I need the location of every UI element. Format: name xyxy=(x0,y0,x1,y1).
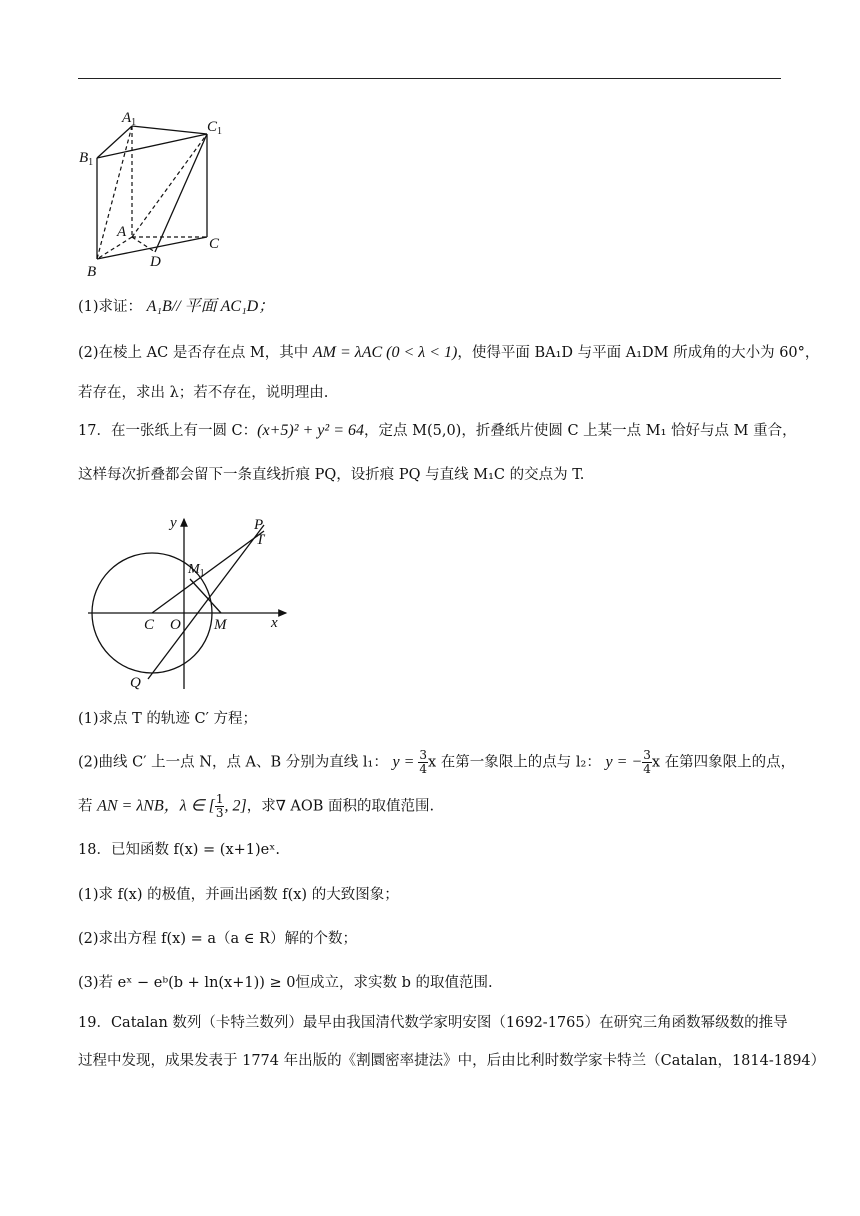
q17-lambda-end: , 2] xyxy=(224,797,247,815)
q16-p1-label: (1)求证： xyxy=(78,299,143,315)
fig2-label-Q: Q xyxy=(130,675,141,691)
fig2-label-T: T xyxy=(256,532,265,548)
q17-line1-b: ，定点 M(5,0)，折叠纸片使圆 C 上某一点 M₁ 恰好与点 M 重合， xyxy=(364,423,797,439)
label-D: D xyxy=(150,254,161,270)
q17-p2-l2-b: ，求∇ AOB 面积的取值范围. xyxy=(246,798,435,815)
lambda-num: 1 xyxy=(215,792,224,806)
label-B: B xyxy=(87,264,97,280)
fig2-label-P: P xyxy=(254,517,264,533)
q17-l2-x: x 在第四象限上的点， xyxy=(651,754,796,771)
q17-l1-eq: y = xyxy=(392,753,419,771)
q16-part1 xyxy=(78,297,274,317)
q17-line1-a: 17．在一张纸上有一圆 C： xyxy=(78,423,258,439)
fraction-l1 xyxy=(418,749,428,776)
q16-p1-math: A₁B// 平面 AC₁D； xyxy=(146,298,275,315)
q18-part2: (2)求出方程 f(x) = a（a ∈ R）解的个数； xyxy=(78,931,358,947)
q17-vector-eq: AN = λNB，λ ∈ [ xyxy=(97,797,215,815)
q17-p2-a: (2)曲线 C′ 上一点 N，点 A、B 分别为直线 l₁： xyxy=(78,754,388,771)
circle-fold-figure xyxy=(78,507,298,692)
l1-num: 3 xyxy=(419,748,428,762)
l1-den: 4 xyxy=(419,762,428,776)
q17-line1 xyxy=(78,421,797,441)
q17-l2-eq: y = − xyxy=(605,753,643,771)
q19-line1: 19．Catalan 数列（卡特兰数列）最早由我国清代数学家明安图（1692-1765）在研究三角函数幂级数的推导 xyxy=(78,1015,788,1031)
fig2-label-y: y xyxy=(170,515,177,531)
q19-line2: 过程中发现，成果发表于 1774 年出版的《割圜密率捷法》中，后由比利时数学家卡特兰（Catalan，1814-1894） xyxy=(78,1053,826,1069)
fig2-label-M1: $M_1$ xyxy=(188,562,205,579)
q18-part3: (3)若 eˣ − eᵇ(b + ln(x+1)) ≥ 0恒成立，求实数 b 的取值范围. xyxy=(78,975,493,991)
label-C: C xyxy=(209,236,220,252)
l2-den: 4 xyxy=(643,762,651,776)
q17-line2: 这样每次折叠都会留下一条直线折痕 PQ，设折痕 PQ 与直线 M₁C 的交点为 T. xyxy=(78,467,585,483)
fig2-label-x: x xyxy=(271,615,278,631)
l2-num: 3 xyxy=(643,748,651,762)
q17-part1: (1)求点 T 的轨迹 C′ 方程； xyxy=(78,711,258,727)
q17-l1-x: x 在第一象限上的点与 l₂： xyxy=(428,754,601,771)
q16-p2-math: AM = λAC (0 < λ < 1) xyxy=(312,344,458,361)
q16-part2-line2: 若存在，求出 λ；若不存在，说明理由. xyxy=(78,385,329,401)
lambda-den: 3 xyxy=(215,806,224,820)
label-C1: $C_1$ xyxy=(207,119,223,137)
q18-part1: (1)求 f(x) 的极值，并画出函数 f(x) 的大致图象； xyxy=(78,887,399,903)
q17-part2 xyxy=(78,749,795,776)
fraction-l2 xyxy=(642,749,652,776)
fig2-label-M: M xyxy=(214,617,227,633)
fig2-label-C: C xyxy=(144,617,155,633)
q17-p2-l2-a: 若 xyxy=(78,798,93,815)
label-A: A xyxy=(117,224,127,240)
q16-p2-text-b: ，使得平面 BA₁D 与平面 A₁DM 所成角的大小为 60°， xyxy=(457,345,820,361)
label-A1: $A_1$ xyxy=(122,110,137,128)
label-B1: $B_1$ xyxy=(79,150,94,168)
q16-p2-text-a: (2)在棱上 AC 是否存在点 M，其中 xyxy=(78,345,309,361)
fig2-label-O: O xyxy=(170,617,181,633)
q17-circle-eq: (x+5)² + y² = 64 xyxy=(257,422,364,439)
q16-part2 xyxy=(78,343,819,363)
q17-part2-line2 xyxy=(78,793,434,820)
header-rule xyxy=(78,78,781,79)
q18-stem: 18．已知函数 f(x) = (x+1)eˣ. xyxy=(78,842,280,858)
prism-figure xyxy=(78,104,228,284)
